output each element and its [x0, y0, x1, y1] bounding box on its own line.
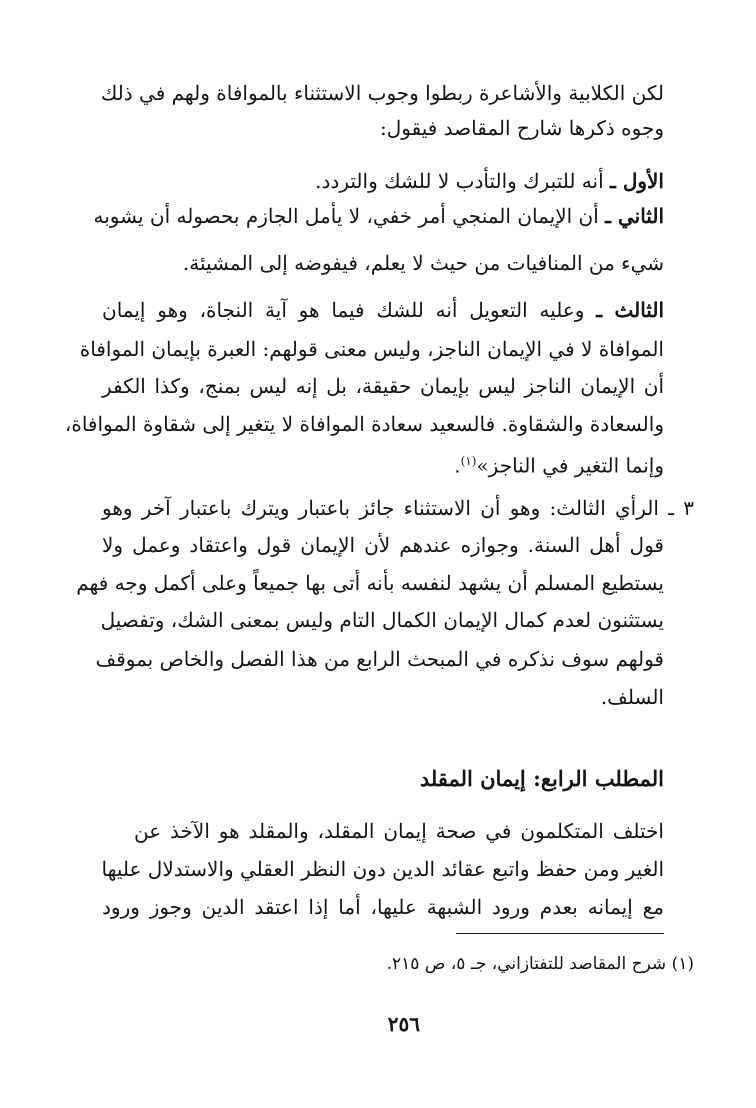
body-line: الموافاة لا في الإيمان الناجز، وليس معنى قولهم: العبرة بإيمان الموافاة	[79, 337, 664, 361]
body-line	[315, 167, 664, 195]
point-label-second: الثاني ـ	[605, 204, 664, 228]
body-line	[102, 296, 664, 324]
period: .	[454, 453, 461, 478]
point-label-first: الأول ـ	[610, 169, 664, 193]
body-line: ٣ ـ الرأي الثالث: وهو أن الاستثناء جائز باعتبار ويترك باعتبار آخر وهو	[102, 496, 694, 520]
point-text: أن الإيمان المنجي أمر خفي، لا يأمل الجازم بحصوله أن يشوبه	[93, 204, 599, 228]
body-line: وجوه ذكرها شارح المقاصد فيقول:	[379, 116, 664, 140]
body-line: يستثنون لعدم كمال الإيمان الكمال التام وليس بمعنى الشك، وتفصيل	[100, 608, 664, 632]
body-line: اختلف المتكلمون في صحة إيمان المقلد، والمقلد هو الآخذ عن	[134, 819, 664, 843]
point-label-third: الثالث ـ	[596, 298, 664, 322]
page-number: ٢٥٦	[387, 1012, 420, 1036]
footnote: (١) شرح المقاصد للتفتازاني، جـ ٥، ص ٢١٥.	[386, 954, 694, 974]
body-line	[454, 447, 664, 480]
point-text: أنه للتبرك والتأدب لا للشك والتردد.	[315, 169, 604, 193]
section-heading: المطلب الرابع: إيمان المقلد	[419, 766, 664, 791]
body-line: الغير ومن حفظ واتبع عقائد الدين دون النظر العقلي والاستدلال عليها	[101, 857, 664, 881]
body-line: مع إيمانه بعدم ورود الشبهة عليها، أما إذا اعتقد الدين وجوز ورود	[102, 895, 664, 919]
body-line: السلف.	[600, 685, 664, 709]
point-text: وإنما التغير في الناجز»	[476, 453, 664, 478]
body-line	[93, 202, 664, 230]
body-line: لكن الكلابية والأشاعرة ربطوا وجوب الاستثناء بالموافاة ولهم في ذلك	[100, 81, 664, 105]
body-line: يستطيع المسلم أن يشهد لنفسه بأنه أتى بها جميعاً وعلى أكمل وجه فهم	[76, 571, 664, 595]
body-line: أن الإيمان الناجز ليس بإيمان حقيقة، بل إنه ليس بمنج، وكذا الكفر	[102, 374, 664, 398]
body-line: شيء من المنافيات من حيث لا يعلم، فيفوضه إلى المشيئة.	[182, 251, 664, 275]
body-line: قول أهل السنة. وجوازه عندهم لأن الإيمان قول واعتقاد وعمل ولا	[102, 533, 664, 557]
footnote-separator	[456, 933, 664, 934]
body-line: والسعادة والشقاوة. فالسعيد سعادة الموافاة لا يتغير إلى شقاوة الموافاة،	[64, 412, 664, 436]
footnote-marker: (١)	[460, 454, 477, 468]
point-text: وعليه التعويل أنه للشك فيما هو آية النجاة، وهو إيمان	[102, 298, 585, 322]
body-line: قولهم سوف نذكره في المبحث الرابع من هذا الفصل والخاص بموقف	[95, 647, 664, 671]
